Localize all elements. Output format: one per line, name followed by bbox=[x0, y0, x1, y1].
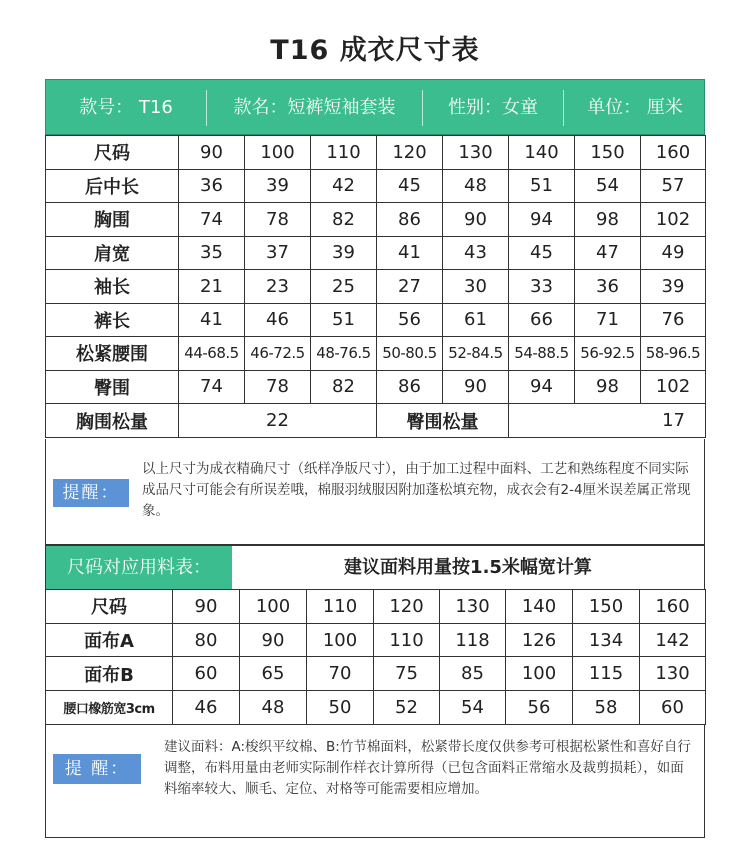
table-cell: 39 bbox=[641, 270, 706, 304]
table-cell: 140 bbox=[506, 590, 573, 624]
table-cell: 39 bbox=[245, 169, 311, 203]
table-cell: 37 bbox=[245, 236, 311, 270]
table-cell: 126 bbox=[506, 623, 573, 657]
fabric-section-title: 建议面料用量按1.5米幅宽计算 bbox=[344, 557, 592, 578]
chest-ease-label: 胸围松量 bbox=[46, 404, 179, 438]
table-cell: 45 bbox=[377, 169, 443, 203]
table-row bbox=[46, 169, 706, 203]
table-cell: 82 bbox=[311, 203, 377, 237]
table-cell: 41 bbox=[377, 236, 443, 270]
style-name: 款名：短裤短袖套装 bbox=[233, 97, 396, 118]
table-cell: 82 bbox=[311, 370, 377, 404]
table-cell: 46-72.5 bbox=[245, 337, 311, 371]
table-cell: 46 bbox=[245, 303, 311, 337]
table-cell: 110 bbox=[374, 623, 440, 657]
table-cell: 25 bbox=[311, 270, 377, 304]
table-cell: 98 bbox=[575, 370, 641, 404]
table-cell: 142 bbox=[640, 623, 706, 657]
table-cell: 150 bbox=[575, 136, 641, 170]
table-cell: 61 bbox=[443, 303, 509, 337]
table-cell: 43 bbox=[443, 236, 509, 270]
size-table bbox=[45, 135, 706, 438]
table-row bbox=[46, 236, 706, 270]
reminder-text: 以上尺寸为成衣精确尺寸（纸样净版尺寸），由于加工过程中面料、工艺和熟练程度不同实际成品尺寸可能会有所误差哦，棉服羽绒服因附加蓬松填充物，成衣会有2-4厘米误差属正常现象。 bbox=[142, 461, 691, 519]
table-cell: 50 bbox=[307, 691, 374, 725]
row-label: 胸围 bbox=[46, 203, 179, 237]
table-cell: 58 bbox=[573, 691, 640, 725]
table-cell: 56 bbox=[506, 691, 573, 725]
table-cell: 39 bbox=[311, 236, 377, 270]
fabric-section-label: 尺码对应用料表： bbox=[46, 546, 232, 589]
table-row bbox=[46, 590, 706, 624]
table-cell: 98 bbox=[575, 203, 641, 237]
chest-ease-value: 22 bbox=[179, 404, 377, 438]
table-cell: 102 bbox=[641, 203, 706, 237]
unit: 单位： 厘米 bbox=[587, 97, 683, 118]
style-number: 款号： T16 bbox=[79, 97, 173, 118]
row-label: 面布A bbox=[46, 623, 173, 657]
table-cell: 120 bbox=[374, 590, 440, 624]
table-row bbox=[46, 370, 706, 404]
table-cell: 33 bbox=[509, 270, 575, 304]
table-cell: 100 bbox=[245, 136, 311, 170]
table-cell: 47 bbox=[575, 236, 641, 270]
row-label: 尺码 bbox=[46, 136, 179, 170]
row-label: 松紧腰围 bbox=[46, 337, 179, 371]
table-cell: 35 bbox=[179, 236, 245, 270]
table-cell: 36 bbox=[575, 270, 641, 304]
table-cell: 94 bbox=[509, 203, 575, 237]
table-cell: 48 bbox=[443, 169, 509, 203]
table-cell: 76 bbox=[641, 303, 706, 337]
table-cell: 90 bbox=[240, 623, 307, 657]
table-cell: 54 bbox=[575, 169, 641, 203]
note-box-2 bbox=[45, 724, 705, 838]
table-cell: 90 bbox=[443, 203, 509, 237]
table-row bbox=[46, 691, 706, 725]
table-cell: 30 bbox=[443, 270, 509, 304]
table-cell: 48 bbox=[240, 691, 307, 725]
table-cell: 160 bbox=[641, 136, 706, 170]
table-cell: 110 bbox=[307, 590, 374, 624]
table-cell: 42 bbox=[311, 169, 377, 203]
hip-ease-value: 17 bbox=[509, 404, 706, 438]
table-cell: 74 bbox=[179, 203, 245, 237]
table-row bbox=[46, 657, 706, 691]
table-cell: 65 bbox=[240, 657, 307, 691]
table-cell: 44-68.5 bbox=[179, 337, 245, 371]
table-row bbox=[46, 303, 706, 337]
table-cell: 57 bbox=[641, 169, 706, 203]
table-cell: 100 bbox=[307, 623, 374, 657]
table-cell: 50-80.5 bbox=[377, 337, 443, 371]
fabric-table bbox=[45, 589, 706, 725]
table-cell: 56-92.5 bbox=[575, 337, 641, 371]
table-cell: 160 bbox=[640, 590, 706, 624]
table-cell: 110 bbox=[311, 136, 377, 170]
table-cell: 48-76.5 bbox=[311, 337, 377, 371]
table-cell: 94 bbox=[509, 370, 575, 404]
ease-row bbox=[46, 404, 706, 438]
table-cell: 54-88.5 bbox=[509, 337, 575, 371]
table-cell: 118 bbox=[440, 623, 506, 657]
table-cell: 27 bbox=[377, 270, 443, 304]
table-cell: 130 bbox=[440, 590, 506, 624]
table-cell: 74 bbox=[179, 370, 245, 404]
row-label: 尺码 bbox=[46, 590, 173, 624]
page-title: T16 成衣尺寸表 bbox=[270, 35, 480, 66]
row-label: 面布B bbox=[46, 657, 173, 691]
reminder-badge: 提 醒： bbox=[53, 754, 141, 784]
table-cell: 134 bbox=[573, 623, 640, 657]
row-label: 腰口橡筋宽3cm bbox=[46, 691, 173, 725]
table-cell: 85 bbox=[440, 657, 506, 691]
table-cell: 21 bbox=[179, 270, 245, 304]
table-cell: 52-84.5 bbox=[443, 337, 509, 371]
table-cell: 86 bbox=[377, 370, 443, 404]
table-row bbox=[46, 270, 706, 304]
table-cell: 49 bbox=[641, 236, 706, 270]
table-cell: 45 bbox=[509, 236, 575, 270]
table-cell: 130 bbox=[640, 657, 706, 691]
table-cell: 90 bbox=[173, 590, 240, 624]
hip-ease-label: 臀围松量 bbox=[377, 404, 509, 438]
table-cell: 90 bbox=[443, 370, 509, 404]
table-cell: 78 bbox=[245, 370, 311, 404]
table-cell: 60 bbox=[173, 657, 240, 691]
table-cell: 120 bbox=[377, 136, 443, 170]
table-cell: 51 bbox=[509, 169, 575, 203]
table-cell: 140 bbox=[509, 136, 575, 170]
table-row bbox=[46, 337, 706, 371]
gender: 性别：女童 bbox=[448, 97, 538, 118]
table-cell: 86 bbox=[377, 203, 443, 237]
table-cell: 150 bbox=[573, 590, 640, 624]
row-label: 后中长 bbox=[46, 169, 179, 203]
reminder-badge: 提醒： bbox=[53, 479, 129, 507]
table-cell: 70 bbox=[307, 657, 374, 691]
table-cell: 78 bbox=[245, 203, 311, 237]
table-cell: 52 bbox=[374, 691, 440, 725]
table-cell: 56 bbox=[377, 303, 443, 337]
table-cell: 100 bbox=[240, 590, 307, 624]
table-cell: 36 bbox=[179, 169, 245, 203]
table-cell: 51 bbox=[311, 303, 377, 337]
row-label: 臀围 bbox=[46, 370, 179, 404]
table-cell: 41 bbox=[179, 303, 245, 337]
table-cell: 80 bbox=[173, 623, 240, 657]
table-row bbox=[46, 203, 706, 237]
table-row bbox=[46, 136, 706, 170]
row-label: 袖长 bbox=[46, 270, 179, 304]
row-label: 肩宽 bbox=[46, 236, 179, 270]
table-cell: 90 bbox=[179, 136, 245, 170]
table-cell: 115 bbox=[573, 657, 640, 691]
table-cell: 54 bbox=[440, 691, 506, 725]
note-box-1 bbox=[45, 439, 705, 545]
table-cell: 23 bbox=[245, 270, 311, 304]
reminder-text: 建议面料：A:梭织平纹棉、B:竹节棉面料，松紧带长度仅供参考可根据松紧性和喜好自行调整，布料用量由老师实际制作样衣计算所得（已包含面料正常缩水及裁剪损耗），如面料缩率较大、顺毛、定位、对格等可能需要相应增加。 bbox=[164, 739, 691, 797]
table-cell: 75 bbox=[374, 657, 440, 691]
table-row bbox=[46, 623, 706, 657]
table-cell: 58-96.5 bbox=[641, 337, 706, 371]
table-cell: 71 bbox=[575, 303, 641, 337]
table-cell: 46 bbox=[173, 691, 240, 725]
table-cell: 66 bbox=[509, 303, 575, 337]
row-label: 裤长 bbox=[46, 303, 179, 337]
table-cell: 60 bbox=[640, 691, 706, 725]
table-cell: 102 bbox=[641, 370, 706, 404]
table-cell: 130 bbox=[443, 136, 509, 170]
fabric-section-header bbox=[45, 545, 705, 589]
table-cell: 100 bbox=[506, 657, 573, 691]
info-header-bar bbox=[45, 79, 705, 135]
